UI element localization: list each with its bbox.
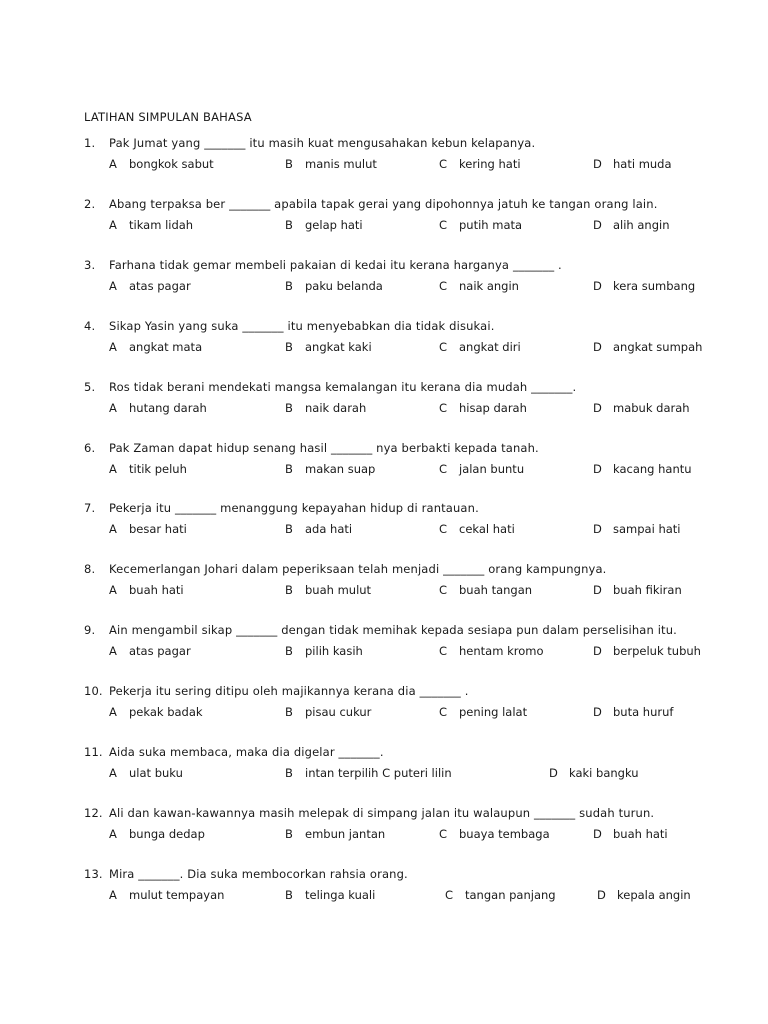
question-text: Ros tidak berani mendekati mangsa kemalangan itu kerana dia mudah _______. — [109, 379, 577, 394]
answer-option[interactable] — [597, 888, 691, 902]
option-letter: A — [109, 766, 117, 780]
question-item — [84, 623, 724, 667]
question-stem — [84, 380, 576, 394]
answer-option[interactable] — [593, 644, 701, 658]
option-text: angkat diri — [459, 339, 521, 354]
answer-option[interactable] — [109, 401, 207, 415]
option-letter: D — [549, 766, 558, 780]
option-text: pilih kasih — [305, 644, 363, 659]
option-text: buah tangan — [459, 583, 533, 598]
answer-option[interactable] — [285, 522, 352, 536]
answer-option[interactable] — [593, 462, 692, 476]
option-text: sampai hati — [613, 522, 681, 537]
option-letter: A — [109, 522, 117, 537]
question-number: 8. — [84, 562, 96, 577]
option-text: pekak badak — [129, 705, 203, 720]
option-text: hisap darah — [459, 400, 527, 415]
answer-option[interactable] — [285, 340, 372, 354]
question-number: 2. — [84, 196, 96, 211]
option-text: mabuk darah — [613, 400, 690, 415]
answer-option[interactable] — [285, 218, 363, 232]
question-stem — [84, 136, 535, 150]
answer-option[interactable] — [593, 279, 695, 293]
option-text: buah hati — [613, 826, 668, 841]
option-text: gelap hati — [305, 217, 363, 232]
option-text: hutang darah — [129, 400, 207, 415]
question-text: Kecemerlangan Johari dalam peperiksaan telah menjadi _______ orang kampungnya. — [109, 562, 607, 577]
answer-option[interactable] — [549, 766, 639, 780]
option-letter: D — [593, 339, 602, 354]
answer-option[interactable] — [285, 157, 377, 171]
question-stem — [84, 319, 495, 333]
answer-option[interactable] — [593, 340, 702, 354]
question-number: 1. — [84, 136, 96, 150]
answer-option[interactable] — [439, 644, 543, 658]
option-letter: A — [109, 217, 117, 232]
answer-option[interactable] — [593, 401, 690, 415]
question-number: 7. — [84, 501, 96, 516]
option-letter: B — [285, 644, 293, 659]
option-letter: D — [593, 461, 602, 476]
option-letter: C — [439, 583, 448, 598]
option-text: pisau cukur — [305, 705, 372, 720]
option-text: buta huruf — [613, 705, 674, 720]
question-text: Abang terpaksa ber _______ apabila tapak gerai yang dipohonnya jatuh ke tangan orang lain. — [109, 196, 658, 211]
answer-option[interactable] — [445, 888, 556, 902]
answer-option[interactable] — [439, 157, 521, 171]
option-letter: B — [285, 157, 293, 171]
option-text: buah hati — [129, 583, 184, 598]
option-letter: B — [285, 766, 293, 780]
option-letter: C — [439, 522, 448, 537]
option-letter: A — [109, 339, 117, 354]
option-letter: D — [593, 400, 602, 415]
answer-option[interactable] — [285, 705, 371, 719]
option-text: jalan buntu — [459, 461, 525, 476]
option-text: bongkok sabut — [129, 157, 214, 171]
option-letter: A — [109, 826, 117, 841]
question-stem — [84, 197, 658, 211]
option-text: tangan panjang — [465, 887, 556, 902]
option-letter: B — [285, 705, 293, 720]
option-text: kacang hantu — [613, 461, 692, 476]
option-text: ada hati — [305, 522, 353, 537]
option-letter: C — [439, 705, 448, 720]
option-letter: D — [593, 157, 602, 171]
option-text: buah mulut — [305, 583, 372, 598]
question-stem — [84, 441, 539, 455]
question-text: Sikap Yasin yang suka _______ itu menyebabkan dia tidak disukai. — [109, 318, 495, 333]
option-letter: A — [109, 461, 117, 476]
option-text: intan terpilih C puteri lilin — [305, 766, 452, 780]
answer-option[interactable] — [593, 218, 670, 232]
option-letter: C — [439, 461, 448, 476]
option-text: paku belanda — [305, 278, 383, 293]
option-text: besar hati — [129, 522, 187, 537]
option-letter: C — [439, 400, 448, 415]
question-number: 5. — [84, 379, 96, 394]
option-text: hati muda — [613, 157, 672, 171]
answer-option[interactable] — [109, 218, 193, 232]
option-letter: B — [285, 217, 293, 232]
option-letter: C — [439, 644, 448, 659]
option-text: kepala angin — [617, 887, 691, 902]
option-letter: C — [439, 217, 448, 232]
answer-option[interactable] — [439, 827, 550, 841]
answer-option[interactable] — [593, 827, 668, 841]
question-item — [84, 745, 724, 789]
option-letter: A — [109, 157, 117, 171]
option-letter: A — [109, 400, 117, 415]
answer-option[interactable] — [439, 401, 527, 415]
question-number: 12. — [84, 805, 103, 820]
option-letter: B — [285, 583, 293, 598]
question-text: Ain mengambil sikap _______ dengan tidak memihak kepada sesiapa pun dalam perselisihan itu. — [109, 623, 677, 638]
question-stem — [84, 623, 677, 637]
option-text: hentam kromo — [459, 644, 544, 659]
question-text: Aida suka membaca, maka dia digelar _______. — [109, 745, 384, 759]
option-letter: A — [109, 583, 117, 598]
option-text: angkat kaki — [305, 339, 372, 354]
answer-option[interactable] — [593, 705, 673, 719]
option-letter: D — [593, 583, 602, 598]
option-text: alih angin — [613, 217, 670, 232]
option-letter: B — [285, 278, 293, 293]
answer-option[interactable] — [439, 218, 522, 232]
option-text: angkat sumpah — [613, 339, 703, 354]
answer-option[interactable] — [439, 340, 521, 354]
option-letter: D — [593, 522, 602, 537]
question-stem — [84, 745, 384, 759]
option-letter: C — [439, 339, 448, 354]
option-letter: C — [439, 157, 448, 171]
answer-option[interactable] — [439, 279, 519, 293]
question-stem — [84, 258, 562, 272]
question-item — [84, 562, 724, 606]
answer-option[interactable] — [109, 340, 202, 354]
option-letter: D — [593, 644, 602, 659]
option-text: kering hati — [459, 157, 521, 171]
question-item — [84, 441, 724, 485]
answer-option[interactable] — [109, 522, 187, 536]
question-text: Pekerja itu sering ditipu oleh majikannya kerana dia _______ . — [109, 684, 469, 699]
question-number: 9. — [84, 623, 96, 638]
answer-option[interactable] — [285, 583, 371, 597]
option-text: buaya tembaga — [459, 826, 550, 841]
option-letter: B — [285, 826, 293, 841]
answer-option[interactable] — [109, 888, 224, 902]
answer-option[interactable] — [109, 827, 205, 841]
option-letter: C — [445, 887, 454, 902]
question-number: 10. — [84, 684, 103, 699]
answer-option[interactable] — [593, 583, 682, 597]
option-letter: C — [439, 826, 448, 841]
option-letter: D — [597, 887, 606, 902]
question-text: Pekerja itu _______ menanggung kepayahan hidup di rantauan. — [109, 501, 479, 516]
question-stem — [84, 806, 654, 820]
answer-option[interactable] — [285, 462, 375, 476]
option-text: ulat buku — [129, 766, 183, 780]
answer-option[interactable] — [439, 462, 524, 476]
option-text: buah fikiran — [613, 583, 682, 598]
option-letter: C — [439, 278, 448, 293]
question-item — [84, 684, 724, 728]
option-text: atas pagar — [129, 644, 191, 659]
question-item — [84, 258, 724, 302]
answer-option[interactable] — [285, 279, 383, 293]
question-text: Pak Zaman dapat hidup senang hasil _______ nya berbakti kepada tanah. — [109, 440, 539, 455]
option-letter: D — [593, 217, 602, 232]
answer-option[interactable] — [109, 583, 184, 597]
option-text: tikam lidah — [129, 217, 194, 232]
option-text: kera sumbang — [613, 278, 696, 293]
question-stem — [84, 867, 408, 881]
option-text: cekal hati — [459, 522, 515, 537]
option-letter: D — [593, 705, 602, 720]
question-item — [84, 380, 724, 424]
answer-option[interactable] — [109, 279, 191, 293]
answer-option[interactable] — [285, 401, 366, 415]
question-item — [84, 806, 724, 850]
question-number: 4. — [84, 318, 96, 333]
option-text: manis mulut — [305, 157, 377, 171]
question-stem — [84, 501, 479, 515]
option-letter: A — [109, 278, 117, 293]
question-number: 3. — [84, 257, 96, 272]
option-text: makan suap — [305, 461, 376, 476]
option-text: atas pagar — [129, 278, 191, 293]
option-text: berpeluk tubuh — [613, 644, 701, 659]
answer-option[interactable] — [285, 827, 385, 841]
question-item — [84, 501, 724, 545]
question-stem — [84, 562, 607, 576]
answer-option[interactable] — [439, 705, 527, 719]
option-letter: B — [285, 339, 293, 354]
option-text: pening lalat — [459, 705, 528, 720]
option-letter: B — [285, 522, 293, 537]
answer-option[interactable] — [109, 462, 187, 476]
question-number: 13. — [84, 866, 103, 881]
answer-option[interactable] — [439, 583, 532, 597]
option-letter: B — [285, 400, 293, 415]
answer-option[interactable] — [285, 644, 363, 658]
option-text: naik darah — [305, 400, 367, 415]
option-letter: A — [109, 705, 117, 720]
question-item — [84, 319, 724, 363]
question-text: Mira _______. Dia suka membocorkan rahsia orang. — [109, 866, 408, 881]
option-text: bunga dedap — [129, 826, 205, 841]
option-text: putih mata — [459, 217, 523, 232]
answer-option[interactable] — [109, 766, 183, 780]
answer-option[interactable] — [593, 157, 672, 171]
option-text: naik angin — [459, 278, 519, 293]
answer-option[interactable] — [593, 522, 680, 536]
question-item — [84, 867, 724, 911]
option-letter: B — [285, 461, 293, 476]
question-item — [84, 136, 724, 180]
option-letter: A — [109, 644, 117, 659]
answer-option[interactable] — [109, 644, 191, 658]
option-letter: A — [109, 887, 117, 902]
option-text: kaki bangku — [569, 766, 639, 780]
answer-option[interactable] — [109, 157, 214, 171]
question-text: Ali dan kawan-kawannya masih melepak di simpang jalan itu walaupun _______ sudah turun. — [109, 805, 655, 820]
option-text: mulut tempayan — [129, 887, 225, 902]
option-text: angkat mata — [129, 339, 203, 354]
question-stem — [84, 684, 469, 698]
question-number: 6. — [84, 440, 96, 455]
question-item — [84, 197, 724, 241]
option-letter: D — [593, 826, 602, 841]
question-text: Farhana tidak gemar membeli pakaian di kedai itu kerana harganya _______ . — [109, 257, 562, 272]
answer-option[interactable] — [109, 705, 203, 719]
option-letter: D — [593, 278, 602, 293]
question-number: 11. — [84, 745, 103, 759]
option-text: titik peluh — [129, 461, 187, 476]
question-text: Pak Jumat yang _______ itu masih kuat mengusahakan kebun kelapanya. — [109, 136, 536, 150]
worksheet-title: LATIHAN SIMPULAN BAHASA — [84, 110, 252, 124]
answer-option[interactable] — [439, 522, 515, 536]
answer-option[interactable] — [285, 766, 452, 780]
option-text: telinga kuali — [305, 887, 376, 902]
answer-option[interactable] — [285, 888, 375, 902]
option-text: embun jantan — [305, 826, 386, 841]
option-letter: B — [285, 887, 293, 902]
